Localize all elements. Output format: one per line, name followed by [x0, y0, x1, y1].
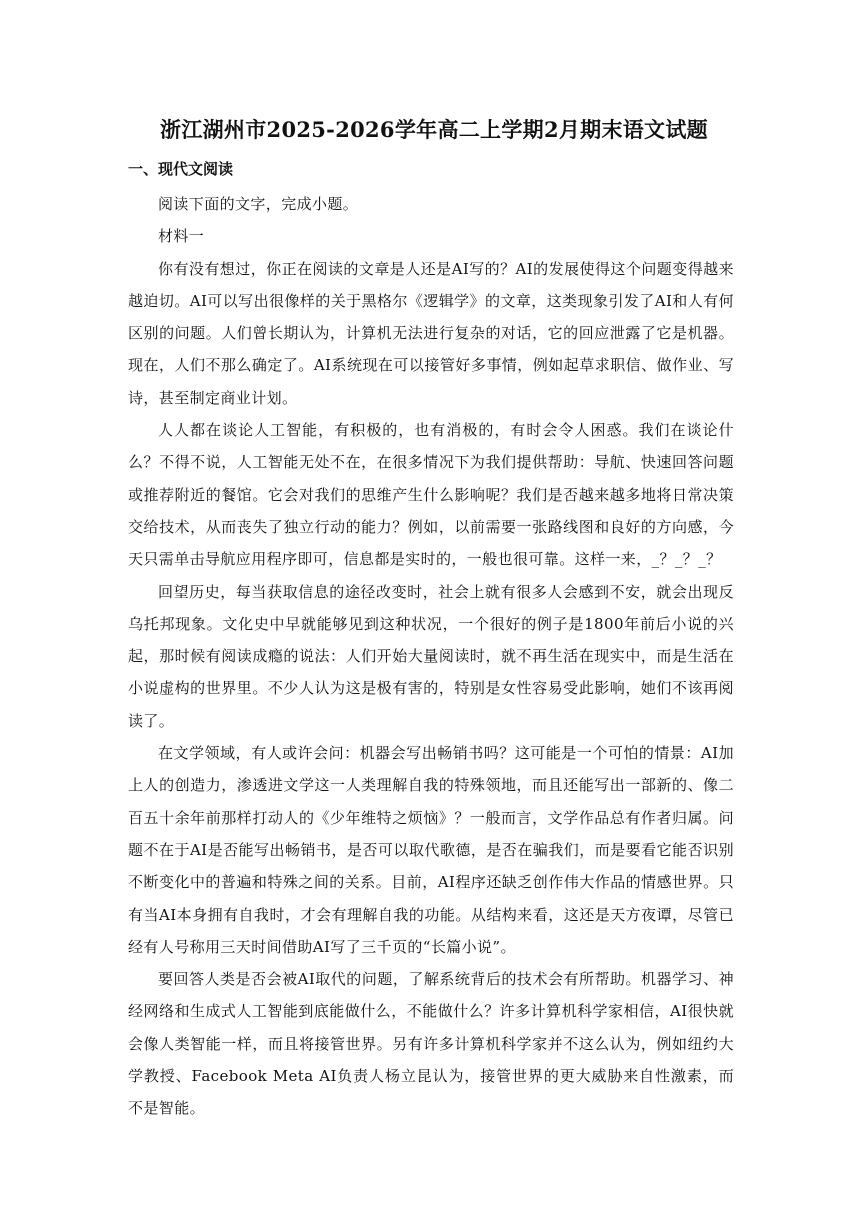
- paragraph-2: 人人都在谈论人工智能，有积极的，也有消极的，有时会令人困惑。我们在谈论什么？不得不说，人工智能无处不在，在很多情况下为我们提供帮助：导航、快速回答问题或推荐附近的餐馆。它会对我们的思维产生什么影响呢？我们是否越来越多地将日常决策交给技术，从而丧失了独立行动的能力？例如，以前需要一张路线图和良好的方向感，今天只需单击导航应用程序即可，信息都是实时的，一般也很可靠。这样一来，_？_？_？: [128, 421, 734, 569]
- section-heading: 一、现代文阅读: [128, 160, 234, 178]
- document-title: 浙江湖州市2025-2026学年高二上学期2月期末语文试题: [160, 117, 708, 142]
- material-label: 材料一: [158, 227, 205, 246]
- paragraph-5: 要回答人类是否会被AI取代的问题，了解系统背后的技术会有所帮助。机器学习、神经网络和生成式人工智能到底能做什么，不能做什么？许多计算机科学家相信，AI很快就会像人类智能一样，而且将接管世界。另有许多计算机科学家并不这么认为，例如纽约大学教授、Facebook Meta AI负责人杨立昆认为，接管世界的更大威胁来自性激素，而不是智能。: [128, 970, 734, 1118]
- paragraph-1: 你有没有想过，你正在阅读的文章是人还是AI写的？AI的发展使得这个问题变得越来越迫切。AI可以写出很像样的关于黑格尔《逻辑学》的文章，这类现象引发了AI和人有何区别的问题。人们曾长期认为，计算机无法进行复杂的对话，它的回应泄露了它是机器。现在，人们不那么确定了。AI系统现在可以接管好多事情，例如起草求职信、做作业、写诗，甚至制定商业计划。: [128, 259, 734, 407]
- instruction-text: 阅读下面的文字，完成小题。: [158, 195, 359, 213]
- paragraph-4: 在文学领域，有人或许会问：机器会写出畅销书吗？这可能是一个可怕的情景：AI加上人的创造力，渗透进文学这一人类理解自我的特殊领地，而且还能写出一部新的、像二百五十余年前那样打动人的《少年维特之烦恼》？一般而言，文学作品总有作者归属。问题不在于AI是否能写出畅销书，是否可以取代歌德，是否在骗我们，而是要看它能否识别不断变化中的普遍和特殊之间的关系。目前，AI程序还缺乏创作伟大作品的情感世界。只有当AI本身拥有自我时，才会有理解自我的功能。从结构来看，这还是天方夜谭，尽管已经有人号称用三天时间借助AI写了三千页的“长篇小说”。: [128, 744, 734, 956]
- document-body: [128, 188, 734, 1125]
- paragraph-3: 回望历史，每当获取信息的途径改变时，社会上就有很多人会感到不安，就会出现反乌托邦现象。文化史中早就能够见到这种状况，一个很好的例子是1800年前后小说的兴起，那时候有阅读成瘾的说法：人们开始大量阅读时，就不再生活在现实中，而是生活在小说虚构的世界里。不少人认为这是极有害的，特别是女性容易受此影响，她们不该再阅读了。: [128, 582, 734, 730]
